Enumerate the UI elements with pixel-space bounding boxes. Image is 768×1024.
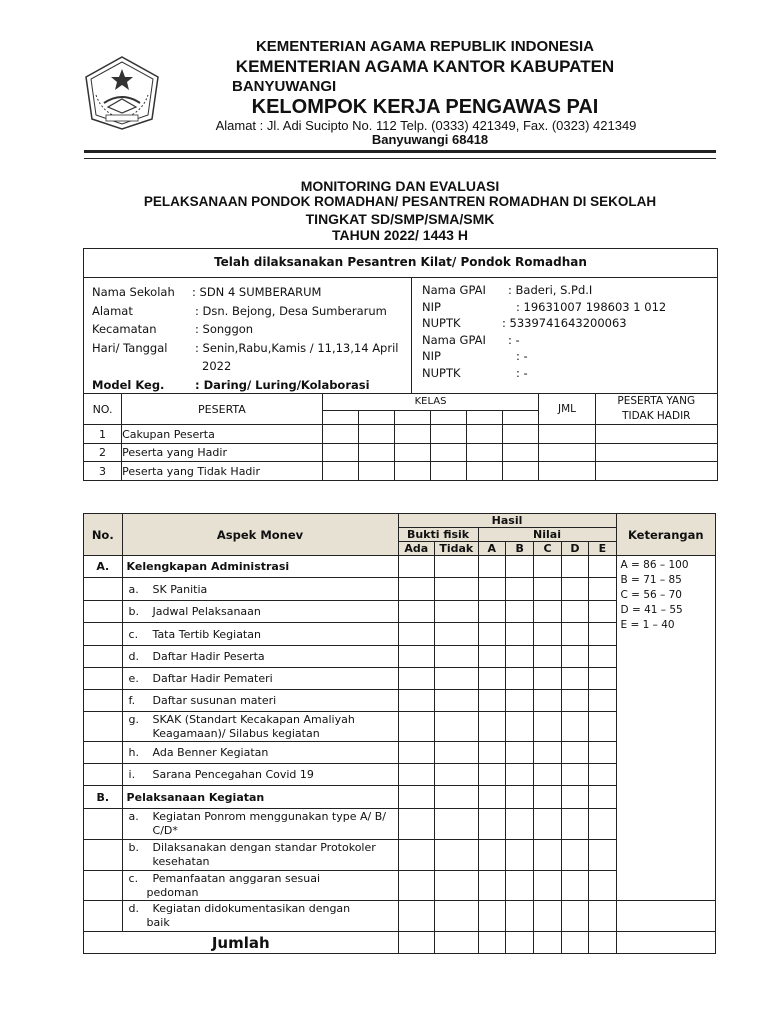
table-row: a. SK Panitia xyxy=(84,578,716,601)
table-row: g. SKAK (Standart Kecakapan Amaliyah Keagamaan)/ Silabus kegiatan xyxy=(84,712,716,742)
section-row-a: A. Kelengkapan Administrasi A = 86 – 100 B = 71 – 85 C = 56 – 70 D = 41 – 55 E = 1 – 40 xyxy=(84,556,716,578)
col-no: NO. xyxy=(84,394,122,425)
letterhead-address: Alamat : Jl. Adi Sucipto No. 112 Telp. (0333) 421349, Fax. (0323) 421349 xyxy=(215,118,637,133)
table-row: h. Ada Benner Kegiatan xyxy=(84,742,716,764)
school-info: Nama Sekolah : SDN 4 SUMBERARUM Alamat : Dsn. Bejong, Desa Sumberarum Kecamatan : Songgon Hari/ Tanggal : Senin,Rabu,Kamis / 11,13,14 April 2022 Model Keg. : Daring/ Luring/Kolaborasi xyxy=(92,285,399,392)
letterhead-line1: KEMENTERIAN AGAMA REPUBLIK INDONESIA xyxy=(255,38,595,55)
letterhead-city: Banyuwangi 68418 xyxy=(371,132,489,147)
table-row: d. Daftar Hadir Peserta xyxy=(84,646,716,668)
gpai-info: Nama GPAI : Baderi, S.Pd.I NIP : 19631007 198603 1 012 NUPTK : 5339741643200063 Nama GPAI : - NIP : - NUPTK : - xyxy=(411,277,718,394)
monev-table: No. Aspek Monev Hasil Keterangan Bukti fisik Nilai Ada Tidak A B C D E A. Kelengkapan Administrasi A = 86 – 100 B = 71 – 85 C = 56 – 70 D = 41 – 55 E = 1 – 40 a. SK Panitia b. Jadwal Pelaksanaan c. Tata Tertib Kegiatan d. Daftar Hadir Peserta e. Daftar Hadir Pemateri f. Daftar susunan materi g. SKAK (Standart Kecakapan Amaliyah Keagamaan)/ Silabus kegiatan h. Ada Benner Kegiatan i. Sarana Pencegahan Covid 19 B. Pelaksanaan Kegiatan a. Kegiatan Ponrom menggunakan type A/ B/ C/D* b. Dilaksanakan dengan standar Protokoler kesehatan c. Pemanfaatan anggaran sesuai pedoman d. Kegiatan didokumentasikan dengan baik Jumlah xyxy=(83,513,716,954)
table-row: c. Tata Tertib Kegiatan xyxy=(84,623,716,646)
table-row: 2 Peserta yang Hadir xyxy=(84,444,718,462)
col-kelas: KELAS xyxy=(322,394,539,411)
col-nilai: Nilai xyxy=(478,528,616,542)
col-keterangan: Keterangan xyxy=(616,514,715,556)
section-row-b: B. Pelaksanaan Kegiatan xyxy=(84,786,716,809)
table-row: a. Kegiatan Ponrom menggunakan type A/ B/ C/D* xyxy=(84,809,716,840)
info-banner: Telah dilaksanakan Pesantren Kilat/ Pondok Romadhan xyxy=(214,255,587,269)
title-line4: TAHUN 2022/ 1443 H xyxy=(332,227,468,243)
title-line2: PELAKSANAAN PONDOK ROMADHAN/ PESANTREN ROMADHAN DI SEKOLAH xyxy=(143,194,657,209)
grade-legend: A = 86 – 100 B = 71 – 85 C = 56 – 70 D = 41 – 55 E = 1 – 40 xyxy=(616,556,715,901)
table-row: c. Pemanfaatan anggaran sesuai pedoman xyxy=(84,871,716,901)
table-row: b. Dilaksanakan dengan standar Protokoler kesehatan xyxy=(84,840,716,871)
table-row: f. Daftar susunan materi xyxy=(84,690,716,712)
letterhead-line4: KELOMPOK KERJA PENGAWAS PAI xyxy=(251,96,599,118)
letterhead-line2: KEMENTERIAN AGAMA KANTOR KABUPATEN xyxy=(235,57,615,76)
col-peserta: PESERTA xyxy=(122,394,323,425)
letterhead-divider xyxy=(84,150,716,159)
total-row: Jumlah xyxy=(84,932,716,954)
participants-table xyxy=(83,393,718,481)
table-row: 3 Peserta yang Tidak Hadir xyxy=(84,462,718,481)
letterhead-line3: BANYUWANGI xyxy=(232,78,337,95)
table-row: i. Sarana Pencegahan Covid 19 xyxy=(84,764,716,786)
col-aspek: Aspek Monev xyxy=(122,514,398,556)
col-no: No. xyxy=(84,514,123,556)
table-row: b. Jadwal Pelaksanaan xyxy=(84,601,716,623)
table-row: 1 Cakupan Peserta xyxy=(84,425,718,444)
col-jml: JML xyxy=(539,394,595,425)
info-box xyxy=(83,248,718,394)
col-absent: PESERTA YANG TIDAK HADIR xyxy=(595,394,717,425)
table-row: e. Daftar Hadir Pemateri xyxy=(84,668,716,690)
col-hasil: Hasil xyxy=(398,514,616,528)
logo xyxy=(82,55,162,131)
table-row: d. Kegiatan didokumentasikan dengan baik xyxy=(84,901,716,932)
title-line1: MONITORING DAN EVALUASI xyxy=(300,178,500,194)
title-line3: TINGKAT SD/SMP/SMA/SMK xyxy=(305,211,495,227)
col-bukti: Bukti fisik xyxy=(398,528,478,542)
